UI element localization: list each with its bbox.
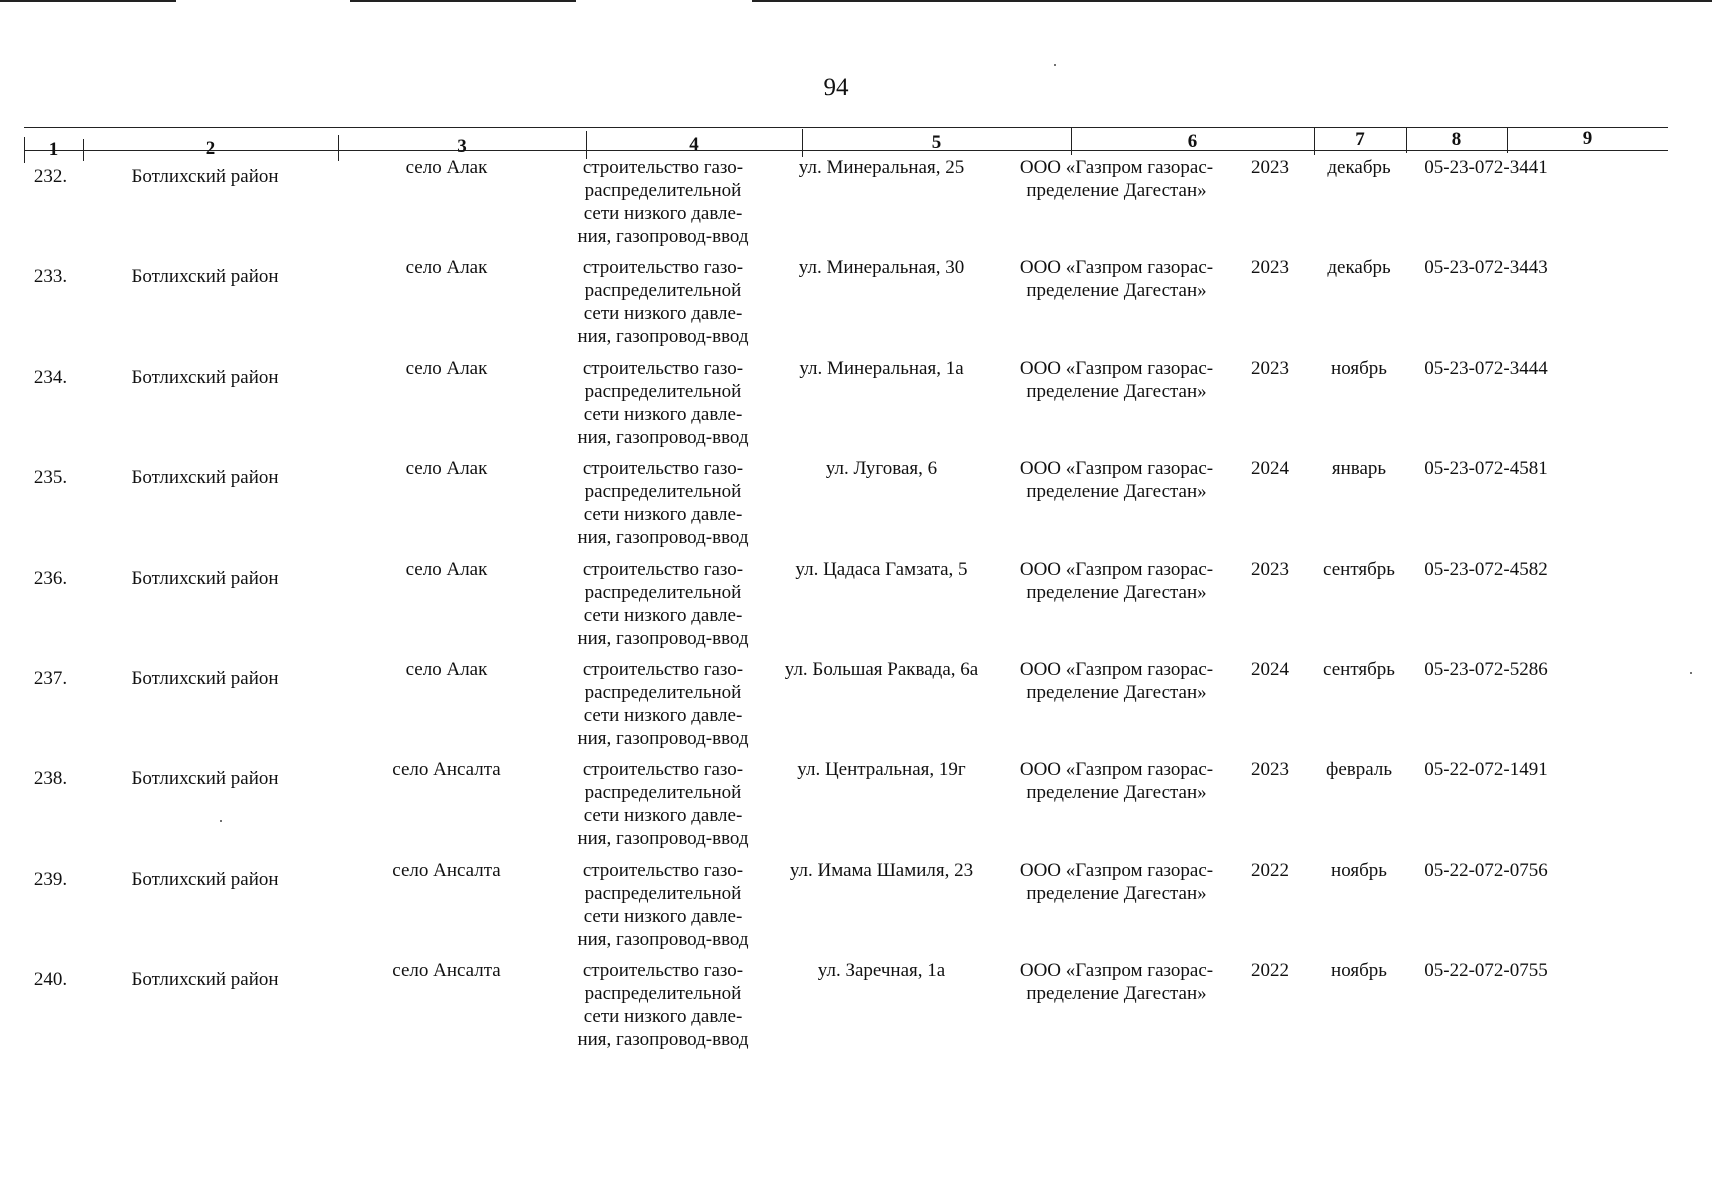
work-line: распределительной bbox=[584, 280, 742, 302]
work-line: ния, газопровод-ввод bbox=[577, 326, 749, 348]
work-cell bbox=[560, 853, 758, 951]
row-number: 238. bbox=[33, 768, 68, 790]
month-cell: декабрь bbox=[1327, 257, 1391, 279]
district-cell: Ботлихский район bbox=[131, 166, 279, 187]
scan-edge-line bbox=[0, 0, 176, 2]
district-cell: Ботлихский район bbox=[131, 467, 279, 489]
organization-cell bbox=[1005, 752, 1228, 804]
organization-line: пределение Дагестан» bbox=[1026, 983, 1207, 1005]
organization-line: ООО «Газпром газорас- bbox=[1019, 759, 1214, 781]
month-cell: февраль bbox=[1326, 759, 1392, 781]
district-cell: Ботлихский район bbox=[131, 868, 279, 890]
year-cell: 2023 bbox=[1251, 558, 1289, 580]
address-cell: ул. Центральная, 19г bbox=[797, 759, 966, 781]
work-line: ния, газопровод-ввод bbox=[577, 928, 749, 950]
work-line: ния, газопровод-ввод bbox=[577, 527, 749, 549]
month-cell: ноябрь bbox=[1331, 960, 1387, 982]
column-header-9: 9 bbox=[1582, 128, 1593, 149]
scan-edge-line bbox=[350, 0, 576, 2]
settlement-cell: село Алак bbox=[405, 558, 488, 580]
table-row bbox=[24, 351, 1668, 451]
month-cell: сентябрь bbox=[1323, 658, 1395, 680]
settlement-cell: село Алак bbox=[405, 458, 488, 480]
row-number: 239. bbox=[33, 868, 68, 890]
table-row bbox=[24, 652, 1668, 752]
district-cell: Ботлихский район bbox=[131, 366, 279, 388]
table-body bbox=[24, 150, 1668, 1054]
row-number: 240. bbox=[33, 969, 68, 991]
address-cell: ул. Луговая, 6 bbox=[825, 458, 938, 480]
table-row bbox=[24, 853, 1668, 953]
district-cell: Ботлихский район bbox=[131, 266, 279, 288]
organization-line: ООО «Газпром газорас- bbox=[1019, 458, 1214, 480]
district-cell: Ботлихский район bbox=[131, 567, 279, 589]
work-line: сети низкого давле- bbox=[583, 1006, 743, 1028]
organization-line: пределение Дагестан» bbox=[1026, 882, 1207, 904]
column-header-6: 6 bbox=[1187, 131, 1198, 152]
work-line: строительство газо- bbox=[582, 658, 744, 680]
work-cell bbox=[560, 351, 758, 449]
work-line: ния, газопровод-ввод bbox=[577, 627, 749, 649]
organization-cell bbox=[1005, 250, 1228, 302]
code-cell: 05-23-072-5286 bbox=[1424, 658, 1548, 680]
work-line: строительство газо- bbox=[582, 257, 744, 279]
year-cell: 2023 bbox=[1251, 157, 1289, 178]
organization-line: ООО «Газпром газорас- bbox=[1019, 157, 1214, 178]
work-line: сети низкого давле- bbox=[583, 905, 743, 927]
work-cell bbox=[560, 953, 758, 1051]
code-cell: 05-23-072-3444 bbox=[1424, 357, 1548, 379]
work-line: ния, газопровод-ввод bbox=[577, 226, 749, 247]
month-cell: декабрь bbox=[1327, 157, 1391, 178]
work-line: распределительной bbox=[584, 681, 742, 703]
row-number: 237. bbox=[33, 667, 68, 689]
address-cell: ул. Большая Раквада, 6а bbox=[784, 658, 979, 680]
work-line: ния, газопровод-ввод bbox=[577, 828, 749, 850]
year-cell: 2024 bbox=[1251, 458, 1289, 480]
address-cell: ул. Имама Шамиля, 23 bbox=[789, 859, 974, 881]
month-cell: сентябрь bbox=[1323, 558, 1395, 580]
row-number: 233. bbox=[33, 266, 68, 288]
column-header-4: 4 bbox=[689, 134, 699, 155]
settlement-cell: село Ансалта bbox=[392, 960, 501, 982]
settlement-cell: село Алак bbox=[405, 157, 488, 178]
scan-speck bbox=[1054, 64, 1056, 66]
organization-line: пределение Дагестан» bbox=[1026, 681, 1207, 703]
organization-cell bbox=[1005, 652, 1228, 704]
organization-line: ООО «Газпром газорас- bbox=[1019, 658, 1214, 680]
work-line: строительство газо- bbox=[582, 960, 744, 982]
work-line: сети низкого давле- bbox=[583, 604, 743, 626]
address-cell: ул. Заречная, 1а bbox=[817, 960, 946, 982]
column-header-7: 7 bbox=[1355, 129, 1365, 150]
table-row bbox=[24, 552, 1668, 652]
organization-cell bbox=[1005, 150, 1228, 202]
work-line: распределительной bbox=[584, 581, 742, 603]
work-line: ния, газопровод-ввод bbox=[577, 727, 749, 749]
column-header-5: 5 bbox=[931, 132, 942, 153]
organization-line: ООО «Газпром газорас- bbox=[1019, 960, 1214, 982]
organization-line: ООО «Газпром газорас- bbox=[1019, 257, 1214, 279]
settlement-cell: село Ансалта bbox=[392, 859, 501, 881]
work-cell bbox=[560, 752, 758, 850]
work-line: распределительной bbox=[584, 882, 742, 904]
organization-line: ООО «Газпром газорас- bbox=[1019, 357, 1214, 379]
month-cell: ноябрь bbox=[1331, 859, 1387, 881]
work-line: распределительной bbox=[584, 481, 742, 503]
address-cell: ул. Минеральная, 1а bbox=[799, 357, 964, 379]
month-cell: январь bbox=[1331, 458, 1387, 480]
year-cell: 2023 bbox=[1251, 357, 1289, 379]
table-row bbox=[24, 451, 1668, 551]
work-cell bbox=[560, 451, 758, 549]
table-row bbox=[24, 250, 1668, 350]
address-cell: ул. Минеральная, 30 bbox=[798, 257, 965, 279]
row-number: 234. bbox=[33, 366, 68, 388]
organization-line: пределение Дагестан» bbox=[1026, 481, 1207, 503]
work-cell bbox=[560, 250, 758, 348]
district-cell: Ботлихский район bbox=[131, 667, 279, 689]
work-line: распределительной bbox=[584, 180, 742, 201]
year-cell: 2022 bbox=[1251, 960, 1289, 982]
code-cell: 05-23-072-3441 bbox=[1424, 157, 1548, 178]
organization-line: пределение Дагестан» bbox=[1026, 782, 1207, 804]
work-line: сети низкого давле- bbox=[583, 805, 743, 827]
work-line: строительство газо- bbox=[582, 157, 744, 178]
header-top-line bbox=[24, 127, 1668, 128]
work-line: ния, газопровод-ввод bbox=[577, 426, 749, 448]
work-cell bbox=[560, 552, 758, 650]
work-line: строительство газо- bbox=[582, 759, 744, 781]
work-line: строительство газо- bbox=[582, 859, 744, 881]
work-line: сети низкого давле- bbox=[583, 303, 743, 325]
code-cell: 05-23-072-4582 bbox=[1424, 558, 1548, 580]
organization-line: пределение Дагестан» bbox=[1026, 581, 1207, 603]
column-header-8: 8 bbox=[1451, 129, 1462, 150]
year-cell: 2022 bbox=[1251, 859, 1289, 881]
work-line: строительство газо- bbox=[582, 357, 744, 379]
organization-line: пределение Дагестан» bbox=[1026, 380, 1207, 402]
organization-cell bbox=[1005, 552, 1228, 604]
row-number: 235. bbox=[33, 467, 68, 489]
settlement-cell: село Ансалта bbox=[392, 759, 501, 781]
code-cell: 05-22-072-0756 bbox=[1424, 859, 1548, 881]
table-row bbox=[24, 752, 1668, 852]
work-line: распределительной bbox=[584, 782, 742, 804]
scan-edge-line bbox=[752, 0, 1712, 2]
table-row bbox=[24, 953, 1668, 1053]
organization-cell bbox=[1005, 351, 1228, 403]
work-line: ния, газопровод-ввод bbox=[577, 1029, 749, 1051]
address-cell: ул. Цадаса Гамзата, 5 bbox=[795, 558, 968, 580]
organization-line: ООО «Газпром газорас- bbox=[1019, 859, 1214, 881]
page-number: 94 bbox=[823, 74, 849, 101]
column-header-2: 2 bbox=[205, 138, 216, 159]
work-line: сети низкого давле- bbox=[583, 403, 743, 425]
organization-line: ООО «Газпром газорас- bbox=[1019, 558, 1214, 580]
organization-cell bbox=[1005, 451, 1228, 503]
organization-cell bbox=[1005, 853, 1228, 905]
organization-line: пределение Дагестан» bbox=[1026, 280, 1207, 302]
column-header-3: 3 bbox=[457, 136, 467, 157]
work-cell bbox=[560, 150, 758, 248]
scan-speck bbox=[220, 820, 222, 822]
work-line: сети низкого давле- bbox=[583, 704, 743, 726]
row-number: 236. bbox=[33, 567, 68, 589]
year-cell: 2024 bbox=[1251, 658, 1289, 680]
year-cell: 2023 bbox=[1251, 759, 1289, 781]
work-line: строительство газо- bbox=[582, 558, 744, 580]
work-line: распределительной bbox=[584, 983, 742, 1005]
settlement-cell: село Алак bbox=[405, 357, 488, 379]
work-cell bbox=[560, 652, 758, 750]
work-line: сети низкого давле- bbox=[583, 203, 743, 224]
year-cell: 2023 bbox=[1251, 257, 1289, 279]
code-cell: 05-22-072-1491 bbox=[1424, 759, 1548, 781]
settlement-cell: село Алак bbox=[405, 658, 488, 680]
code-cell: 05-23-072-4581 bbox=[1424, 458, 1548, 480]
code-cell: 05-23-072-3443 bbox=[1424, 257, 1548, 279]
organization-line: пределение Дагестан» bbox=[1026, 180, 1207, 201]
district-cell: Ботлихский район bbox=[131, 969, 279, 991]
work-line: сети низкого давле- bbox=[583, 504, 743, 526]
work-line: распределительной bbox=[584, 380, 742, 402]
organization-cell bbox=[1005, 953, 1228, 1005]
settlement-cell: село Алак bbox=[405, 257, 488, 279]
column-header-1: 1 bbox=[48, 139, 59, 160]
month-cell: ноябрь bbox=[1331, 357, 1387, 379]
table-row bbox=[24, 150, 1668, 250]
address-cell: ул. Минеральная, 25 bbox=[798, 157, 965, 178]
district-cell: Ботлихский район bbox=[131, 768, 279, 790]
scan-speck bbox=[1690, 672, 1692, 674]
work-line: строительство газо- bbox=[582, 458, 744, 480]
row-number: 232. bbox=[33, 166, 68, 187]
code-cell: 05-22-072-0755 bbox=[1424, 960, 1548, 982]
